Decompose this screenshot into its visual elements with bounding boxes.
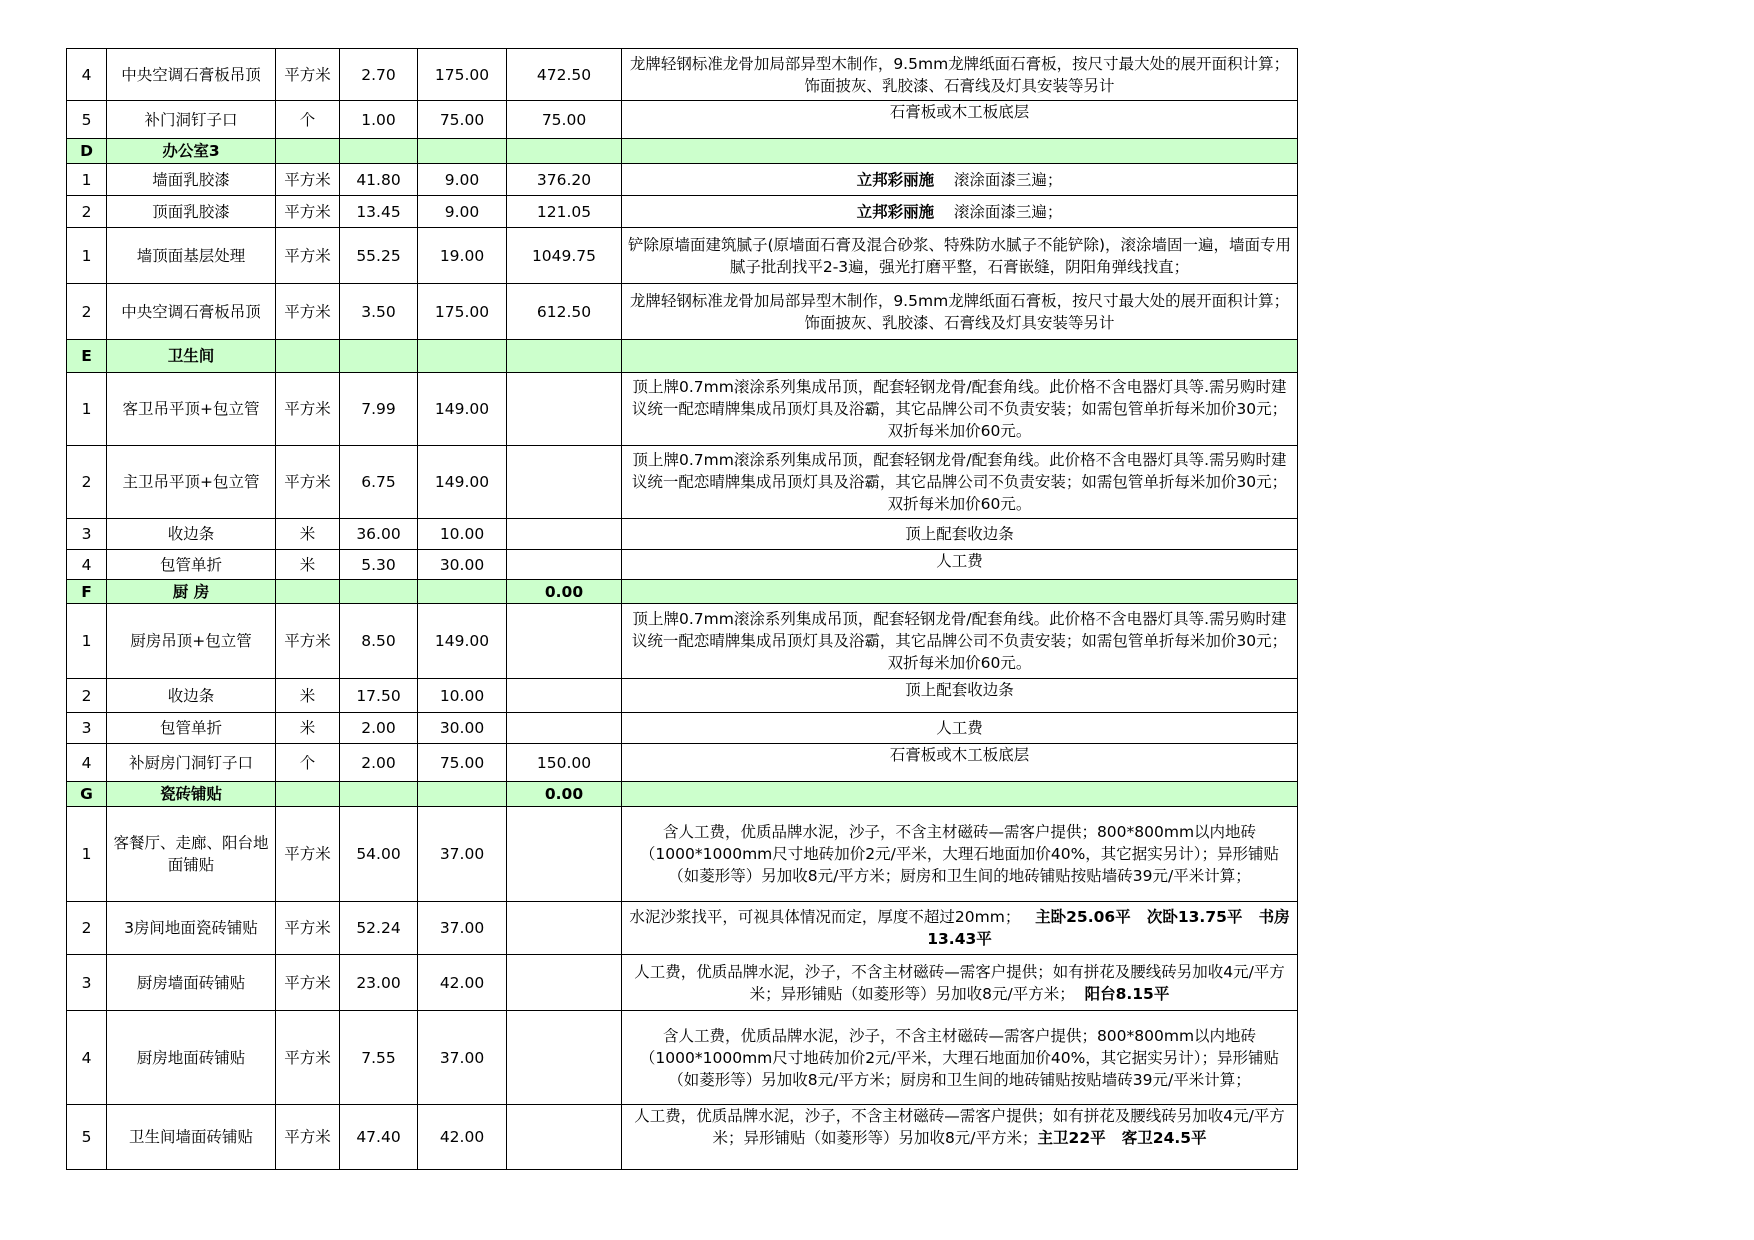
cell-item-name: 收边条 bbox=[107, 679, 276, 713]
cell-unit-price: 175.00 bbox=[418, 284, 507, 340]
cell-index: G bbox=[67, 782, 107, 807]
description-text: 人工费，优质品牌水泥，沙子，不含主材磁砖—需客户提供；如有拼花及腰线砖另加收4元/平方米；异形铺贴（如菱形等）另加收8元/平方米； bbox=[634, 1107, 1285, 1147]
table-row bbox=[67, 550, 1298, 580]
cell-unit bbox=[276, 340, 340, 373]
cell-total bbox=[507, 139, 622, 164]
cell-quantity: 5.30 bbox=[340, 550, 418, 580]
cell-description bbox=[622, 1105, 1298, 1170]
cell-unit-price bbox=[418, 139, 507, 164]
description-text: 顶上牌0.7mm滚涂系列集成吊顶，配套轻钢龙骨/配套角线。此价格不含电器灯具等.需另购时建议统一配恋晴牌集成吊顶灯具及浴霸，其它品牌公司不负责安装；如需包管单折每米加价30元；双折每米加价60元。 bbox=[631, 451, 1288, 513]
cell-quantity bbox=[340, 340, 418, 373]
cell-description bbox=[622, 373, 1298, 446]
cell-item-name: 厨房吊顶+包立管 bbox=[107, 604, 276, 679]
table-row bbox=[67, 713, 1298, 744]
cell-total bbox=[507, 519, 622, 550]
cell-unit-price bbox=[418, 580, 507, 604]
cell-unit-price: 42.00 bbox=[418, 1105, 507, 1170]
cell-quantity bbox=[340, 139, 418, 164]
cell-description bbox=[622, 902, 1298, 955]
cell-unit-price: 30.00 bbox=[418, 713, 507, 744]
cell-total bbox=[507, 807, 622, 902]
cell-total: 75.00 bbox=[507, 101, 622, 139]
cell-index: 2 bbox=[67, 446, 107, 519]
cell-quantity: 7.99 bbox=[340, 373, 418, 446]
description-text: 石膏板或木工板底层 bbox=[889, 103, 1030, 121]
cell-index: 5 bbox=[67, 101, 107, 139]
cell-item-name: 瓷砖铺贴 bbox=[107, 782, 276, 807]
cell-index: F bbox=[67, 580, 107, 604]
cell-total: 1049.75 bbox=[507, 228, 622, 284]
description-text: 石膏板或木工板底层 bbox=[889, 746, 1030, 764]
table-row bbox=[67, 196, 1298, 228]
cell-unit-price bbox=[418, 340, 507, 373]
description-emphasis: 主卧25.06平 次卧13.75平 书房13.43平 bbox=[927, 908, 1290, 948]
cell-item-name: 卫生间墙面砖铺贴 bbox=[107, 1105, 276, 1170]
cell-quantity: 47.40 bbox=[340, 1105, 418, 1170]
cell-quantity: 1.00 bbox=[340, 101, 418, 139]
cell-item-name: 办公室3 bbox=[107, 139, 276, 164]
description-text: 龙牌轻钢标准龙骨加局部异型木制作，9.5mm龙牌纸面石膏板，按尺寸最大处的展开面积计算；饰面披灰、乳胶漆、石膏线及灯具安装等另计 bbox=[629, 54, 1290, 95]
description-text: 顶上牌0.7mm滚涂系列集成吊顶，配套轻钢龙骨/配套角线。此价格不含电器灯具等.需另购时建议统一配恋晴牌集成吊顶灯具及浴霸，其它品牌公司不负责安装；如需包管单折每米加价30元；双折每米加价60元。 bbox=[631, 610, 1288, 672]
table-row bbox=[67, 807, 1298, 902]
cell-index: 4 bbox=[67, 744, 107, 782]
cell-unit-price: 30.00 bbox=[418, 550, 507, 580]
cell-quantity: 55.25 bbox=[340, 228, 418, 284]
cell-description bbox=[622, 49, 1298, 101]
cell-item-name: 客餐厅、走廊、阳台地面铺贴 bbox=[107, 807, 276, 902]
cell-description bbox=[622, 228, 1298, 284]
cell-item-name: 厨房地面砖铺贴 bbox=[107, 1011, 276, 1105]
cell-item-name: 3房间地面瓷砖铺贴 bbox=[107, 902, 276, 955]
cell-item-name: 主卫吊平顶+包立管 bbox=[107, 446, 276, 519]
cell-description bbox=[622, 604, 1298, 679]
table-row bbox=[67, 1105, 1298, 1170]
cell-item-name: 中央空调石膏板吊顶 bbox=[107, 49, 276, 101]
cell-index: 1 bbox=[67, 373, 107, 446]
table-row bbox=[67, 955, 1298, 1011]
section-row bbox=[67, 782, 1298, 807]
cell-total: 376.20 bbox=[507, 164, 622, 196]
cell-unit: 平方米 bbox=[276, 446, 340, 519]
cell-quantity: 52.24 bbox=[340, 902, 418, 955]
cell-item-name: 中央空调石膏板吊顶 bbox=[107, 284, 276, 340]
section-row bbox=[67, 340, 1298, 373]
cell-description bbox=[622, 955, 1298, 1011]
cell-total: 0.00 bbox=[507, 580, 622, 604]
cell-index: 1 bbox=[67, 604, 107, 679]
description-text: 水泥沙浆找平，可视具体情况而定，厚度不超过20mm； bbox=[629, 908, 1036, 926]
cell-unit: 平方米 bbox=[276, 284, 340, 340]
cell-description bbox=[622, 519, 1298, 550]
cell-description bbox=[622, 101, 1298, 139]
cell-total bbox=[507, 604, 622, 679]
cell-index: 1 bbox=[67, 228, 107, 284]
cell-item-name: 卫生间 bbox=[107, 340, 276, 373]
description-text: 顶上配套收边条 bbox=[905, 681, 1014, 699]
cell-item-name: 包管单折 bbox=[107, 550, 276, 580]
cell-unit-price bbox=[418, 782, 507, 807]
cell-total bbox=[507, 679, 622, 713]
description-emphasis: 立邦彩丽施 bbox=[856, 202, 935, 221]
cell-total bbox=[507, 955, 622, 1011]
cell-unit: 平方米 bbox=[276, 955, 340, 1011]
cell-description bbox=[622, 196, 1298, 228]
cell-index: 3 bbox=[67, 713, 107, 744]
cell-unit: 平方米 bbox=[276, 196, 340, 228]
cell-quantity: 13.45 bbox=[340, 196, 418, 228]
cell-unit-price: 9.00 bbox=[418, 196, 507, 228]
cell-quantity: 7.55 bbox=[340, 1011, 418, 1105]
cell-unit-price: 149.00 bbox=[418, 604, 507, 679]
cell-item-name: 顶面乳胶漆 bbox=[107, 196, 276, 228]
cell-unit: 个 bbox=[276, 744, 340, 782]
cell-unit-price: 42.00 bbox=[418, 955, 507, 1011]
cell-unit: 米 bbox=[276, 550, 340, 580]
cell-quantity bbox=[340, 580, 418, 604]
section-row bbox=[67, 139, 1298, 164]
cell-total bbox=[507, 1105, 622, 1170]
description-text: 人工费，优质品牌水泥，沙子，不含主材磁砖—需客户提供；如有拼花及腰线砖另加收4元/平方米；异形铺贴（如菱形等）另加收8元/平方米； bbox=[634, 962, 1285, 1003]
cell-quantity: 23.00 bbox=[340, 955, 418, 1011]
cell-item-name: 墙面乳胶漆 bbox=[107, 164, 276, 196]
cell-item-name: 厨 房 bbox=[107, 580, 276, 604]
cell-unit-price: 10.00 bbox=[418, 519, 507, 550]
cell-description bbox=[622, 550, 1298, 580]
cell-unit-price: 37.00 bbox=[418, 807, 507, 902]
cell-index: D bbox=[67, 139, 107, 164]
cell-item-name: 补门洞钉子口 bbox=[107, 101, 276, 139]
cell-total: 121.05 bbox=[507, 196, 622, 228]
cell-index: E bbox=[67, 340, 107, 373]
cell-unit: 平方米 bbox=[276, 228, 340, 284]
cell-quantity: 6.75 bbox=[340, 446, 418, 519]
cell-unit: 平方米 bbox=[276, 1105, 340, 1170]
description-text: 龙牌轻钢标准龙骨加局部异型木制作，9.5mm龙牌纸面石膏板，按尺寸最大处的展开面积计算；饰面披灰、乳胶漆、石膏线及灯具安装等另计 bbox=[629, 291, 1290, 332]
cell-unit: 平方米 bbox=[276, 807, 340, 902]
cell-description bbox=[622, 807, 1298, 902]
cell-unit-price: 10.00 bbox=[418, 679, 507, 713]
cell-total bbox=[507, 713, 622, 744]
cell-total: 150.00 bbox=[507, 744, 622, 782]
cell-total: 0.00 bbox=[507, 782, 622, 807]
cell-quantity: 8.50 bbox=[340, 604, 418, 679]
cell-unit: 米 bbox=[276, 519, 340, 550]
cell-index: 2 bbox=[67, 196, 107, 228]
cell-item-name: 客卫吊平顶+包立管 bbox=[107, 373, 276, 446]
quote-table-body bbox=[67, 49, 1298, 1170]
cell-unit-price: 175.00 bbox=[418, 49, 507, 101]
cell-unit-price: 9.00 bbox=[418, 164, 507, 196]
cell-quantity: 54.00 bbox=[340, 807, 418, 902]
cell-unit-price: 37.00 bbox=[418, 902, 507, 955]
cell-unit-price: 75.00 bbox=[418, 101, 507, 139]
cell-total bbox=[507, 340, 622, 373]
cell-description bbox=[622, 446, 1298, 519]
cell-description bbox=[622, 139, 1298, 164]
description-emphasis: 主卫22平 客卫24.5平 bbox=[1037, 1129, 1207, 1147]
cell-total bbox=[507, 902, 622, 955]
cell-index: 2 bbox=[67, 284, 107, 340]
description-text: 人工费 bbox=[936, 719, 983, 737]
cell-quantity: 36.00 bbox=[340, 519, 418, 550]
quote-table bbox=[66, 48, 1298, 1170]
description-emphasis: 阳台8.15平 bbox=[1084, 984, 1170, 1003]
description-emphasis: 立邦彩丽施 bbox=[856, 170, 935, 189]
cell-description bbox=[622, 580, 1298, 604]
description-text: 顶上牌0.7mm滚涂系列集成吊顶，配套轻钢龙骨/配套角线。此价格不含电器灯具等.需另购时建议统一配恋晴牌集成吊顶灯具及浴霸，其它品牌公司不负责安装；如需包管单折每米加价30元；双折每米加价60元。 bbox=[631, 378, 1288, 440]
table-row bbox=[67, 228, 1298, 284]
table-row bbox=[67, 164, 1298, 196]
cell-index: 4 bbox=[67, 49, 107, 101]
table-row bbox=[67, 1011, 1298, 1105]
cell-description bbox=[622, 1011, 1298, 1105]
cell-index: 1 bbox=[67, 164, 107, 196]
cell-total bbox=[507, 550, 622, 580]
cell-total bbox=[507, 446, 622, 519]
cell-total: 612.50 bbox=[507, 284, 622, 340]
cell-total bbox=[507, 373, 622, 446]
cell-unit: 米 bbox=[276, 713, 340, 744]
cell-description bbox=[622, 679, 1298, 713]
cell-quantity: 17.50 bbox=[340, 679, 418, 713]
cell-total: 472.50 bbox=[507, 49, 622, 101]
description-text: 滚涂面漆三遍； bbox=[934, 202, 1063, 221]
cell-unit: 平方米 bbox=[276, 1011, 340, 1105]
cell-description bbox=[622, 744, 1298, 782]
cell-unit: 平方米 bbox=[276, 164, 340, 196]
cell-unit: 平方米 bbox=[276, 902, 340, 955]
table-row bbox=[67, 519, 1298, 550]
cell-index: 1 bbox=[67, 807, 107, 902]
cell-unit-price: 75.00 bbox=[418, 744, 507, 782]
cell-description bbox=[622, 713, 1298, 744]
section-row bbox=[67, 580, 1298, 604]
cell-index: 5 bbox=[67, 1105, 107, 1170]
description-text: 人工费 bbox=[936, 552, 983, 570]
table-row bbox=[67, 101, 1298, 139]
description-text: 含人工费，优质品牌水泥，沙子，不含主材磁砖—需客户提供；800*800mm以内地砖（1000*1000mm尺寸地砖加价2元/平米，大理石地面加价40%，其它据实另计）；异形铺贴（如菱形等）另加收8元/平方米；厨房和卫生间的地砖铺贴按贴墙砖39元/平米计算； bbox=[639, 1026, 1280, 1089]
cell-index: 2 bbox=[67, 902, 107, 955]
cell-quantity: 2.00 bbox=[340, 713, 418, 744]
table-row bbox=[67, 373, 1298, 446]
cell-unit-price: 37.00 bbox=[418, 1011, 507, 1105]
table-row bbox=[67, 902, 1298, 955]
cell-item-name: 收边条 bbox=[107, 519, 276, 550]
table-row bbox=[67, 604, 1298, 679]
cell-index: 3 bbox=[67, 519, 107, 550]
cell-unit: 平方米 bbox=[276, 49, 340, 101]
cell-description bbox=[622, 340, 1298, 373]
cell-index: 2 bbox=[67, 679, 107, 713]
cell-index: 4 bbox=[67, 550, 107, 580]
cell-item-name: 墙顶面基层处理 bbox=[107, 228, 276, 284]
description-text: 顶上配套收边条 bbox=[905, 525, 1014, 543]
cell-quantity: 2.00 bbox=[340, 744, 418, 782]
description-text: 滚涂面漆三遍； bbox=[934, 170, 1063, 189]
cell-quantity: 2.70 bbox=[340, 49, 418, 101]
cell-description bbox=[622, 164, 1298, 196]
cell-index: 4 bbox=[67, 1011, 107, 1105]
cell-item-name: 包管单折 bbox=[107, 713, 276, 744]
cell-index: 3 bbox=[67, 955, 107, 1011]
cell-unit bbox=[276, 580, 340, 604]
cell-unit: 平方米 bbox=[276, 604, 340, 679]
cell-description bbox=[622, 284, 1298, 340]
cell-unit-price: 149.00 bbox=[418, 446, 507, 519]
cell-item-name: 补厨房门洞钉子口 bbox=[107, 744, 276, 782]
table-row bbox=[67, 446, 1298, 519]
cell-quantity bbox=[340, 782, 418, 807]
cell-quantity: 3.50 bbox=[340, 284, 418, 340]
cell-quantity: 41.80 bbox=[340, 164, 418, 196]
table-row bbox=[67, 744, 1298, 782]
cell-unit-price: 19.00 bbox=[418, 228, 507, 284]
cell-total bbox=[507, 1011, 622, 1105]
description-text: 含人工费，优质品牌水泥，沙子，不含主材磁砖—需客户提供；800*800mm以内地砖（1000*1000mm尺寸地砖加价2元/平米，大理石地面加价40%，其它据实另计）；异形铺贴（如菱形等）另加收8元/平方米；厨房和卫生间的地砖铺贴按贴墙砖39元/平米计算； bbox=[639, 823, 1280, 885]
cell-unit: 米 bbox=[276, 679, 340, 713]
table-row bbox=[67, 284, 1298, 340]
description-text: 铲除原墙面建筑腻子(原墙面石膏及混合砂浆、特殊防水腻子不能铲除)，滚涂墙固一遍，墙面专用腻子批刮找平2-3遍，强光打磨平整，石膏嵌缝，阴阳角弹线找直； bbox=[627, 235, 1292, 276]
table-row bbox=[67, 679, 1298, 713]
cell-unit: 个 bbox=[276, 101, 340, 139]
cell-unit: 平方米 bbox=[276, 373, 340, 446]
cell-description bbox=[622, 782, 1298, 807]
cell-unit-price: 149.00 bbox=[418, 373, 507, 446]
cell-item-name: 厨房墙面砖铺贴 bbox=[107, 955, 276, 1011]
cell-unit bbox=[276, 139, 340, 164]
cell-unit bbox=[276, 782, 340, 807]
table-row bbox=[67, 49, 1298, 101]
